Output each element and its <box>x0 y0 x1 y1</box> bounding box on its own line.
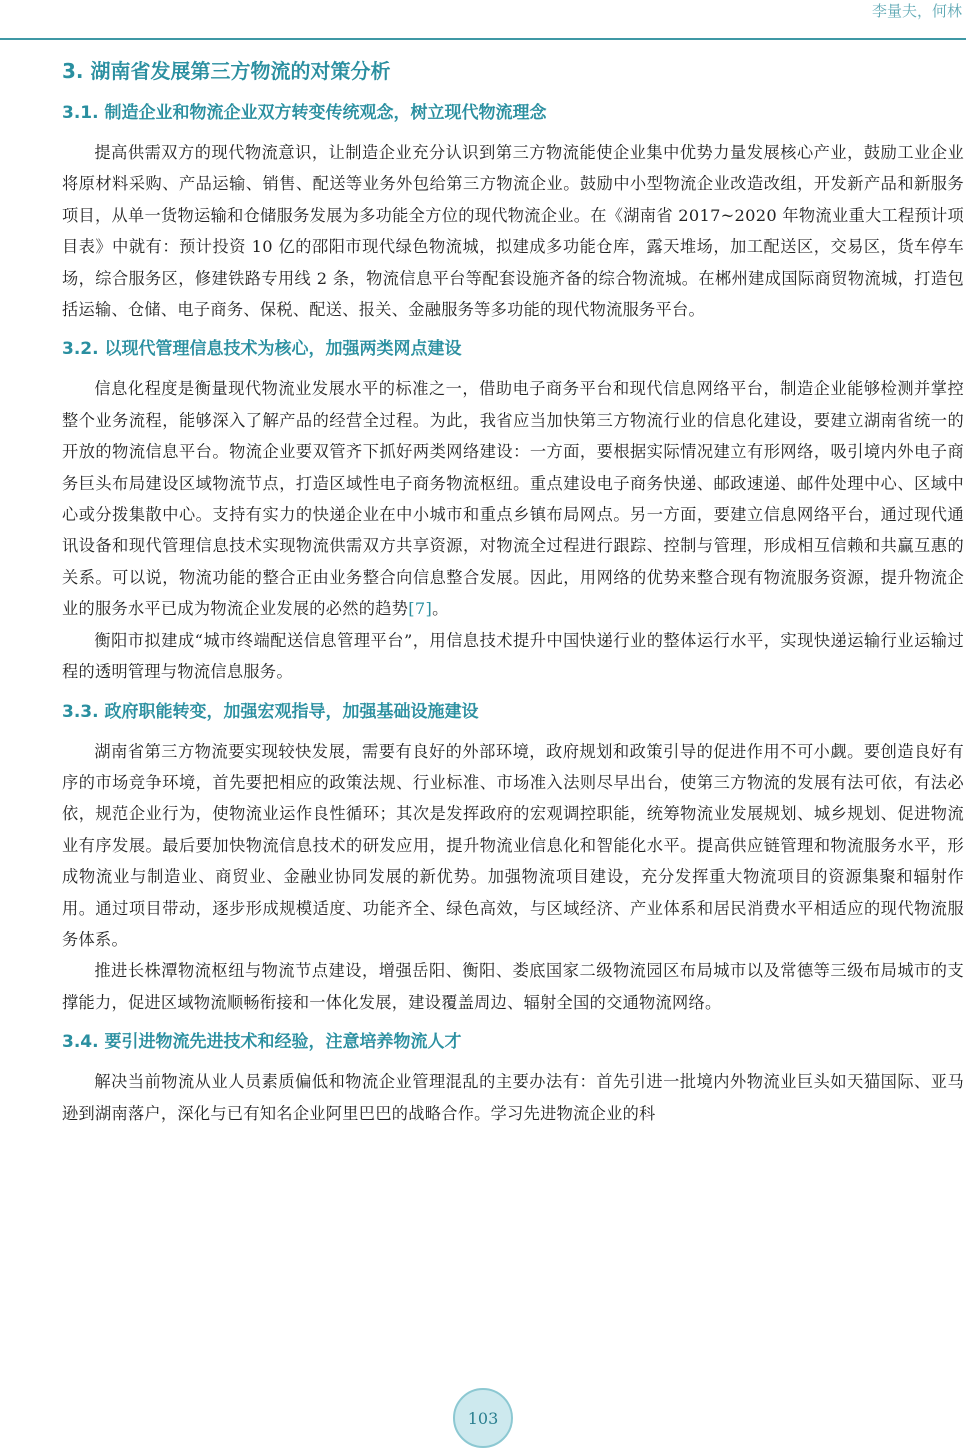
header-rule <box>0 38 966 40</box>
paragraph: 解决当前物流从业人员素质偏低和物流企业管理混乱的主要办法有：首先引进一批境内外物流业巨头如天猫国际、亚马逊到湖南落户，深化与已有知名企业阿里巴巴的战略合作。学习先进物流企业的科 <box>62 1072 964 1123</box>
paragraph <box>62 373 964 624</box>
subsection-title-3-4: 3.4. 要引进物流先进技术和经验，注意培养物流人才 <box>62 1032 462 1053</box>
paragraph: 衡阳市拟建成“城市终端配送信息管理平台”，用信息技术提升中国快递行业的整体运行水平，实现快递运输行业运输过程的透明管理与物流信息服务。 <box>62 630 964 682</box>
paragraph: 湖南省第三方物流要实现较快发展，需要有良好的外部环境，政府规划和政策引导的促进作用不可小觑。要创造良好有序的市场竞争环境，首先要把相应的政策法规、行业标准、市场准入法则尽早出台，使第三方物流的发展有法可依，有法必依，规范企业行为，使物流业运作良性循环；其次是发挥政府的宏观调控职能，统筹物流业发展规划、城乡规划、促进物流业有序发展。最后要加快物流信息技术的研发应用，提升物流业信息化和智能化水平。提高供应链管理和物流服务水平，形成物流业与制造业、商贸业、金融业协同发展的新优势。加强物流项目建设，充分发挥重大物流项目的资源集聚和辐射作用。通过项目带动，逐步形成规模适度、功能齐全、绿色高效，与区域经济、产业体系和居民消费水平相适应的现代物流服务体系。 <box>62 741 964 949</box>
page-number: 103 <box>467 1408 499 1428</box>
citation-link[interactable]: [7] <box>408 599 433 619</box>
paragraph: 提高供需双方的现代物流意识，让制造企业充分认识到第三方物流能使企业集中优势力量发展核心产业，鼓励工业企业将原材料采购、产品运输、销售、配送等业务外包给第三方物流企业。鼓励中小型物流企业改造改组，开发新产品和新服务项目，从单一货物运输和仓储服务发展为多功能全方位的现代物流企业。在《湖南省 2017~2020 年物流业重大工程预计项目表》中就有：预计投资 10 亿的邵阳市现代绿色物流城，拟建成多功能仓库，露天堆场，加工配送区，交易区，货车停车场，综合服务区，修建铁路专用线 2 条，物流信息平台等配套设施齐备的综合物流城。在郴州建成国际商贸物流城，打造包括运输、仓储、电子商务、保税、配送、报关、金融服务等多功能的现代物流服务平台。 <box>62 143 964 320</box>
running-header-authors: 李量夫，何林 <box>871 2 962 20</box>
subsection-title-3-3: 3.3. 政府职能转变，加强宏观指导，加强基础设施建设 <box>62 701 479 722</box>
article-body <box>62 52 964 1129</box>
paragraph-tail: 。 <box>432 599 449 619</box>
subsection-title-3-1: 3.1. 制造企业和物流企业双方转变传统观念，树立现代物流理念 <box>62 103 547 123</box>
section-title: 3. 湖南省发展第三方物流的对策分析 <box>62 59 391 83</box>
page-number-badge <box>453 1388 513 1448</box>
paragraph: 推进长株潭物流枢纽与物流节点建设，增强岳阳、衡阳、娄底国家二级物流园区布局城市以及常德等三级布局城市的支撑能力，促进区域物流顺畅衔接和一体化发展，建设覆盖周边、辐射全国的交通物流网络。 <box>62 961 964 1012</box>
subsection-title-3-2: 3.2. 以现代管理信息技术为核心，加强两类网点建设 <box>62 339 462 360</box>
paragraph-text: 信息化程度是衡量现代物流业发展水平的标准之一，借助电子商务平台和现代信息网络平台，制造企业能够检测并掌控整个业务流程，能够深入了解产品的经营全过程。为此，我省应当加快第三方物流行业的信息化建设，要建立湖南省统一的开放的物流信息平台。物流企业要双管齐下抓好两类网络建设：一方面，要根据实际情况建立有形网络，吸引境内外电子商务巨头布局建设区域物流节点，打造区域性电子商务物流枢纽。重点建设电子商务快递、邮政速递、邮件处理中心、区域中心或分拨集散中心。支持有实力的快递企业在中小城市和重点乡镇布局网点。另一方面，要建立信息网络平台，通过现代通讯设备和现代管理信息技术实现物流供需双方共享资源，对物流全过程进行跟踪、控制与管理，形成相互信赖和共赢互惠的关系。可以说，物流功能的整合正由业务整合向信息整合发展。因此，用网络的优势来整合现有物流服务资源，提升物流企业的服务水平已成为物流企业发展的必然的趋势 <box>62 379 964 619</box>
